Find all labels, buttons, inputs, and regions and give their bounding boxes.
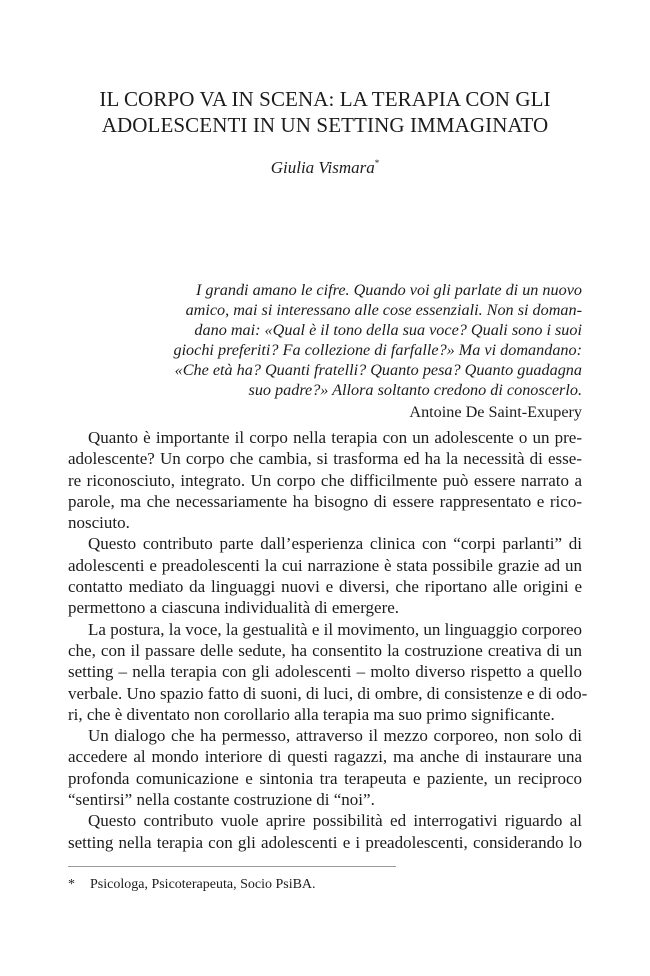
epigraph-line: I grandi amano le cifre. Quando voi gli parlate di un nuovo <box>195 281 582 299</box>
footnote <box>68 876 568 894</box>
text-line: Questo contributo parte dall’esperienza clinica con “corpi parlanti” di <box>88 534 582 554</box>
author-byline <box>200 153 450 178</box>
text-line: permettono a ciascuna individualità di emergere. <box>68 598 400 618</box>
text-line: “sentirsi” nella costante costruzione di “noi”. <box>68 790 375 810</box>
text-line: parole, ma che necessariamente ha bisogno di essere rappresentato e rico- <box>68 491 582 511</box>
chapter-title-line-1: IL CORPO VA IN SCENA: LA TERAPIA CON GLI <box>99 87 551 111</box>
text-line: verbale. Uno spazio fatto di suoni, di luci, di ombre, di consistenze e di odo- <box>68 683 588 703</box>
epigraph-source: Antoine De Saint-Exupery <box>409 403 582 421</box>
text-line: adolescente? Un corpo che cambia, si trasforma ed ha la necessità di esse- <box>68 449 582 469</box>
text-line: nosciuto. <box>68 513 130 533</box>
text-line: re riconosciuto, integrato. Un corpo che difficilmente può essere narrato a <box>68 470 582 490</box>
paragraph <box>68 533 582 618</box>
body-text <box>68 427 588 853</box>
text-line: contatto mediato da linguaggi nuovi e diversi, che riportano alle origini e <box>68 577 582 597</box>
text-line: Un dialogo che ha permesso, attraverso il mezzo corporeo, non solo di <box>88 726 582 746</box>
text-line: setting nella terapia con gli adolescenti e i preadolescenti, considerando lo <box>68 832 582 852</box>
text-line: accedere al mondo interiore di questi ragazzi, ma anche di instaurare una <box>68 747 582 767</box>
text-line: Quanto è importante il corpo nella terapia con un adolescente o un pre- <box>88 428 582 447</box>
text-line: La postura, la voce, la gestualità e il movimento, un linguaggio corporeo <box>88 619 582 639</box>
paragraph <box>68 619 588 725</box>
text-line: adolescenti e preadolescenti la cui narrazione è stata possibile grazie ad un <box>68 555 582 575</box>
footnote-rule <box>68 866 396 867</box>
text-line: setting – nella terapia con gli adolescenti – molto diverso rispetto a quello <box>68 662 582 682</box>
epigraph-line: giochi preferiti? Fa collezione di farfalle?» Ma vi domandano: <box>173 341 582 359</box>
epigraph <box>160 280 582 422</box>
text-line: Questo contributo vuole aprire possibilità ed interrogativi riguardo al <box>88 811 582 831</box>
text-line: profonda comunicazione e sintonia tra terapeuta e paziente, un reciproco <box>68 768 582 788</box>
author-footnote-marker: * <box>374 158 380 168</box>
footnote-marker: * <box>68 877 75 892</box>
epigraph-line: suo padre?» Allora soltanto credono di conoscerlo. <box>248 381 582 399</box>
paragraph <box>68 810 582 853</box>
epigraph-line: «Che età ha? Quanti fratelli? Quanto pesa? Quanto guadagna <box>174 361 582 379</box>
chapter-title-line-2: ADOLESCENTI IN UN SETTING IMMAGINATO <box>101 113 549 137</box>
epigraph-line: dano mai: «Qual è il tono della sua voce? Quali sono i suoi <box>194 321 582 339</box>
paragraph <box>68 427 582 533</box>
footnote-text: Psicologa, Psicoterapeuta, Socio PsiBA. <box>90 877 316 892</box>
text-line: che, con il passare delle sedute, ha consentito la costruzione creativa di un <box>68 640 582 660</box>
text-line: ri, che è diventato non corollario alla terapia ma suo primo significante. <box>68 704 555 724</box>
epigraph-line: amico, mai si interessano alle cose essenziali. Non si doman- <box>185 301 582 319</box>
chapter-title <box>80 86 570 138</box>
paragraph <box>68 725 582 810</box>
author-name: Giulia Vismara <box>270 158 375 177</box>
